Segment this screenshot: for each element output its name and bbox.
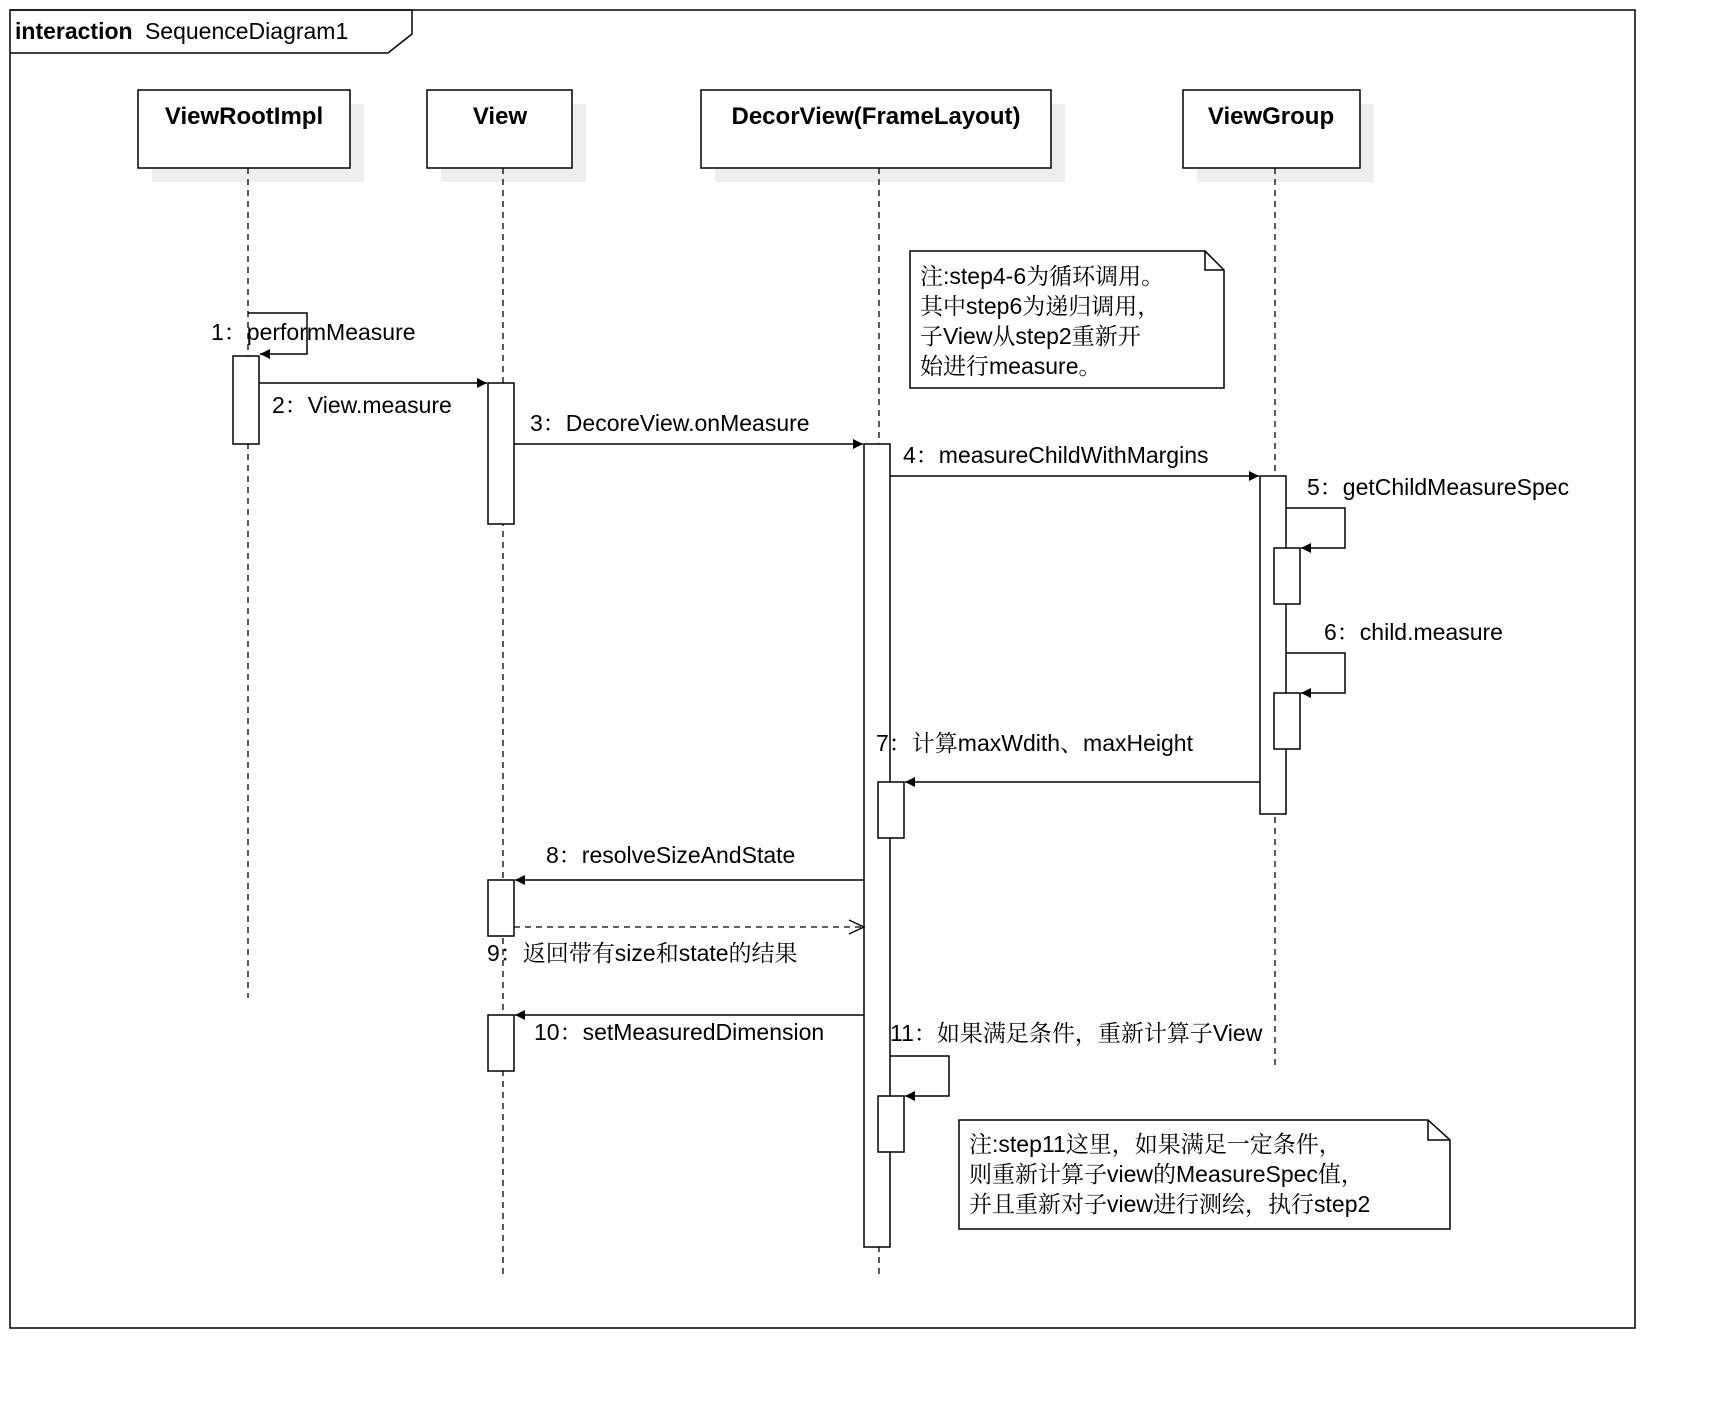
message-2[interactable] <box>259 383 487 418</box>
message-5[interactable] <box>1286 474 1569 548</box>
message-label: 8：resolveSizeAndState <box>546 842 796 868</box>
message-9[interactable] <box>487 920 864 966</box>
activation-decorview-step11 <box>878 1096 904 1152</box>
lifeline-viewrootimpl[interactable] <box>138 90 364 998</box>
lifeline-label: DecorView(FrameLayout) <box>731 103 1021 130</box>
svg-text:interaction SequenceDiag <box>15 18 348 44</box>
frame-name: SequenceDiagram1 <box>144 18 349 44</box>
message-1[interactable] <box>211 313 416 354</box>
message-label: 10：setMeasuredDimension <box>534 1019 825 1045</box>
message-arrow <box>890 1056 949 1096</box>
message-label: 6：child.measure <box>1324 619 1503 645</box>
activation-viewrootimpl <box>233 356 259 444</box>
message-label: 11：如果满足条件，重新计算子View <box>890 1020 1263 1046</box>
activation-viewgroup-step6 <box>1274 693 1300 749</box>
message-7[interactable] <box>876 730 1260 782</box>
activation-viewgroup-step5 <box>1274 548 1300 604</box>
message-4[interactable] <box>890 442 1259 476</box>
note-2[interactable] <box>959 1120 1450 1229</box>
note-text: 注:step11这里，如果满足一定条件， 则重新计算子view的MeasureSpec值， 并且重新对子view进行测绘，执行step2 <box>969 1131 1371 1217</box>
message-label: 4：measureChildWithMargins <box>903 442 1209 468</box>
message-arrow <box>1286 508 1345 548</box>
lifeline-view[interactable] <box>427 90 586 1278</box>
message-arrow <box>1286 653 1345 693</box>
activation-bars <box>233 356 1300 1247</box>
note-text: 注:step4-6为循环调用。 其中step6为递归调用， 子View从step2重新开 始进行measure。 <box>920 263 1165 379</box>
message-6[interactable] <box>1286 619 1503 693</box>
message-label: 2：View.measure <box>272 392 452 418</box>
lifeline-label: ViewRootImpl <box>164 103 324 130</box>
activation-view-step8 <box>488 880 514 936</box>
message-label: 5：getChildMeasureSpec <box>1307 474 1570 500</box>
activation-view-measure <box>488 383 514 524</box>
frame-keyword: interaction <box>15 18 133 44</box>
lifeline-label: ViewGroup <box>1207 103 1335 130</box>
message-label: 1：performMeasure <box>211 319 416 345</box>
activation-viewgroup <box>1260 476 1286 814</box>
activation-view-step10 <box>488 1015 514 1071</box>
message-11[interactable] <box>890 1020 1263 1096</box>
lifeline-label: View <box>472 103 528 130</box>
message-3[interactable] <box>514 410 863 444</box>
message-8[interactable] <box>515 842 864 880</box>
message-10[interactable] <box>515 1015 864 1045</box>
note-1[interactable] <box>910 251 1224 388</box>
message-label: 7：计算maxWdith、maxHeight <box>876 730 1193 756</box>
message-label: 3：DecoreView.onMeasure <box>530 410 810 436</box>
message-label: 9：返回带有size和state的结果 <box>487 940 798 966</box>
activation-decorview-step7 <box>878 782 904 838</box>
